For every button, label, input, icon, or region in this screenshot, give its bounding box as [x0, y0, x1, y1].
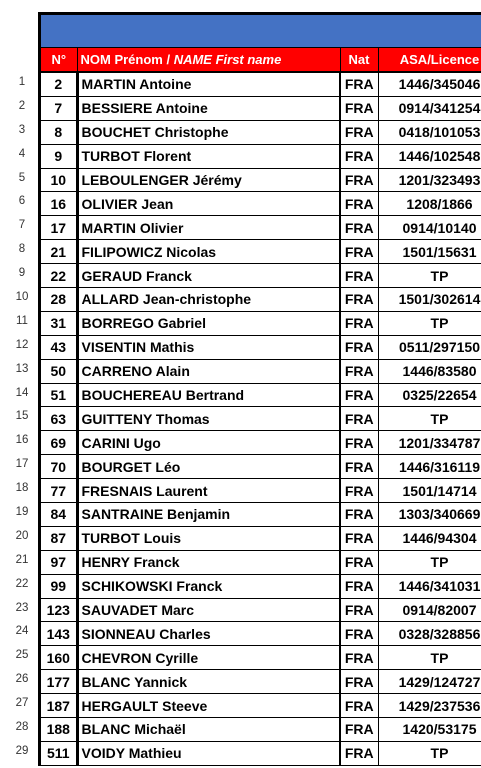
row-index: 16: [15, 434, 29, 447]
row-index: 12: [15, 338, 29, 351]
header-name-en: NAME First name: [173, 52, 282, 67]
table-row: [41, 455, 481, 479]
table-row: [41, 550, 481, 574]
table-row: [41, 264, 481, 288]
driver-name-cell: TURBOT Florent: [77, 144, 340, 168]
row-index: 29: [15, 744, 29, 757]
row-index: 22: [15, 577, 29, 590]
table-row: [41, 72, 481, 96]
licence-cell: 1420/53175: [378, 718, 481, 742]
row-index: 7: [18, 219, 26, 232]
licence-cell: 1446/316119: [378, 455, 481, 479]
entry-number-cell: 7: [41, 96, 77, 120]
entry-list-table: [41, 48, 481, 766]
licence-cell: 0914/10140: [378, 216, 481, 240]
licence-cell: 1303/340669: [378, 503, 481, 527]
row-index: 26: [15, 673, 29, 686]
entry-number-cell: 2: [41, 72, 77, 96]
driver-name-cell: CARINI Ugo: [77, 431, 340, 455]
row-index: 18: [15, 482, 29, 495]
driver-name-cell: GUITTENY Thomas: [77, 407, 340, 431]
licence-cell: 1446/102548: [378, 144, 481, 168]
entry-number-cell: 77: [41, 479, 77, 503]
licence-cell: 1201/323493: [378, 168, 481, 192]
driver-name-cell: HENRY Franck: [77, 550, 340, 574]
table-row: [41, 168, 481, 192]
row-index: 13: [15, 362, 29, 375]
nationality-cell: FRA: [340, 335, 378, 359]
driver-name-cell: SIONNEAU Charles: [77, 622, 340, 646]
licence-cell: 0914/82007: [378, 598, 481, 622]
header-licence: ASA/Licence: [378, 48, 481, 72]
licence-cell: TP: [378, 311, 481, 335]
table-row: [41, 311, 481, 335]
entry-number-cell: 70: [41, 455, 77, 479]
row-index: 11: [16, 314, 28, 327]
driver-name-cell: BOURGET Léo: [77, 455, 340, 479]
licence-cell: 0511/297150: [378, 335, 481, 359]
nationality-cell: FRA: [340, 359, 378, 383]
entry-number-cell: 8: [41, 120, 77, 144]
entry-number-cell: 188: [41, 718, 77, 742]
entry-number-cell: 97: [41, 550, 77, 574]
table-row: [41, 741, 481, 765]
entry-number-cell: 84: [41, 503, 77, 527]
driver-name-cell: BOUCHET Christophe: [77, 120, 340, 144]
row-index: 6: [18, 195, 26, 208]
entry-list-frame: [38, 12, 481, 766]
entry-number-cell: 160: [41, 646, 77, 670]
row-index: 4: [18, 147, 26, 160]
table-row: [41, 192, 481, 216]
driver-name-cell: BOUCHEREAU Bertrand: [77, 383, 340, 407]
row-index: 9: [18, 267, 26, 280]
licence-cell: 1501/302614: [378, 288, 481, 312]
licence-cell: TP: [378, 646, 481, 670]
nationality-cell: FRA: [340, 526, 378, 550]
nationality-cell: FRA: [340, 120, 378, 144]
entry-number-cell: 123: [41, 598, 77, 622]
table-row: [41, 598, 481, 622]
nationality-cell: FRA: [340, 383, 378, 407]
driver-name-cell: BORREGO Gabriel: [77, 311, 340, 335]
table-row: [41, 574, 481, 598]
licence-cell: TP: [378, 264, 481, 288]
driver-name-cell: FILIPOWICZ Nicolas: [77, 240, 340, 264]
entry-number-cell: 187: [41, 694, 77, 718]
row-index: 25: [15, 649, 29, 662]
licence-cell: 1208/1866: [378, 192, 481, 216]
nationality-cell: FRA: [340, 168, 378, 192]
row-index: 14: [15, 386, 29, 399]
nationality-cell: FRA: [340, 598, 378, 622]
header-name: [77, 48, 340, 72]
nationality-cell: FRA: [340, 192, 378, 216]
entry-number-cell: 143: [41, 622, 77, 646]
header-row: [41, 48, 481, 72]
entry-number-cell: 17: [41, 216, 77, 240]
nationality-cell: FRA: [340, 288, 378, 312]
driver-name-cell: SANTRAINE Benjamin: [77, 503, 340, 527]
table-row: [41, 144, 481, 168]
table-row: [41, 622, 481, 646]
row-index: 24: [15, 625, 29, 638]
entry-number-cell: 22: [41, 264, 77, 288]
row-index: 17: [15, 458, 29, 471]
entry-number-cell: 87: [41, 526, 77, 550]
nationality-cell: FRA: [340, 455, 378, 479]
nationality-cell: FRA: [340, 550, 378, 574]
table-row: [41, 359, 481, 383]
entry-number-cell: 43: [41, 335, 77, 359]
driver-name-cell: VOIDY Mathieu: [77, 741, 340, 765]
licence-cell: 1446/94304: [378, 526, 481, 550]
entry-number-cell: 21: [41, 240, 77, 264]
row-index: 19: [15, 506, 29, 519]
licence-cell: 1446/83580: [378, 359, 481, 383]
nationality-cell: FRA: [340, 240, 378, 264]
row-index: 15: [15, 410, 29, 423]
licence-cell: 0914/341254: [378, 96, 481, 120]
nationality-cell: FRA: [340, 646, 378, 670]
driver-name-cell: FRESNAIS Laurent: [77, 479, 340, 503]
title-banner: [41, 15, 481, 48]
table-row: [41, 670, 481, 694]
nationality-cell: FRA: [340, 96, 378, 120]
table-row: [41, 503, 481, 527]
licence-cell: 1501/15631: [378, 240, 481, 264]
entry-number-cell: 50: [41, 359, 77, 383]
licence-cell: 1446/345046: [378, 72, 481, 96]
licence-cell: TP: [378, 550, 481, 574]
licence-cell: 1201/334787: [378, 431, 481, 455]
row-index: 3: [18, 123, 26, 136]
driver-name-cell: TURBOT Louis: [77, 526, 340, 550]
nationality-cell: FRA: [340, 574, 378, 598]
table-row: [41, 240, 481, 264]
row-index: 8: [18, 243, 26, 256]
nationality-cell: FRA: [340, 144, 378, 168]
entry-number-cell: 99: [41, 574, 77, 598]
driver-name-cell: HERGAULT Steeve: [77, 694, 340, 718]
header-nationality: Nat: [340, 48, 378, 72]
nationality-cell: FRA: [340, 479, 378, 503]
row-index: 10: [15, 291, 29, 304]
nationality-cell: FRA: [340, 407, 378, 431]
nationality-cell: FRA: [340, 264, 378, 288]
nationality-cell: FRA: [340, 311, 378, 335]
driver-name-cell: LEBOULENGER Jérémy: [77, 168, 340, 192]
row-index: 21: [15, 553, 29, 566]
licence-cell: 1429/237536: [378, 694, 481, 718]
driver-name-cell: VISENTIN Mathis: [77, 335, 340, 359]
table-row: [41, 288, 481, 312]
table-row: [41, 718, 481, 742]
table-row: [41, 96, 481, 120]
driver-name-cell: MARTIN Olivier: [77, 216, 340, 240]
table-row: [41, 216, 481, 240]
nationality-cell: FRA: [340, 741, 378, 765]
licence-cell: TP: [378, 407, 481, 431]
entry-number-cell: 69: [41, 431, 77, 455]
entry-number-cell: 51: [41, 383, 77, 407]
nationality-cell: FRA: [340, 431, 378, 455]
driver-name-cell: CARRENO Alain: [77, 359, 340, 383]
row-index: 27: [15, 697, 29, 710]
table-row: [41, 383, 481, 407]
driver-name-cell: CHEVRON Cyrille: [77, 646, 340, 670]
driver-name-cell: SCHIKOWSKI Franck: [77, 574, 340, 598]
licence-cell: 1501/14714: [378, 479, 481, 503]
row-index: 28: [15, 721, 29, 734]
nationality-cell: FRA: [340, 718, 378, 742]
licence-cell: 0418/101053: [378, 120, 481, 144]
licence-cell: 0325/22654: [378, 383, 481, 407]
nationality-cell: FRA: [340, 72, 378, 96]
header-number: N°: [41, 48, 77, 72]
driver-name-cell: BLANC Michaël: [77, 718, 340, 742]
nationality-cell: FRA: [340, 694, 378, 718]
driver-name-cell: MARTIN Antoine: [77, 72, 340, 96]
table-row: [41, 335, 481, 359]
table-row: [41, 120, 481, 144]
driver-name-cell: BESSIERE Antoine: [77, 96, 340, 120]
entry-number-cell: 9: [41, 144, 77, 168]
nationality-cell: FRA: [340, 503, 378, 527]
licence-cell: 1429/124727: [378, 670, 481, 694]
entry-number-cell: 511: [41, 741, 77, 765]
entry-number-cell: 31: [41, 311, 77, 335]
nationality-cell: FRA: [340, 622, 378, 646]
table-row: [41, 694, 481, 718]
row-index: 1: [18, 76, 26, 88]
entry-number-cell: 63: [41, 407, 77, 431]
row-index: 20: [15, 529, 29, 542]
table-row: [41, 479, 481, 503]
nationality-cell: FRA: [340, 216, 378, 240]
table-row: [41, 407, 481, 431]
row-index: 5: [18, 171, 26, 184]
driver-name-cell: OLIVIER Jean: [77, 192, 340, 216]
driver-name-cell: BLANC Yannick: [77, 670, 340, 694]
row-index: 2: [18, 99, 26, 112]
row-number-gutter: [0, 71, 38, 764]
licence-cell: 1446/341031: [378, 574, 481, 598]
licence-cell: 0328/328856: [378, 622, 481, 646]
nationality-cell: FRA: [340, 670, 378, 694]
entry-number-cell: 10: [41, 168, 77, 192]
driver-name-cell: SAUVADET Marc: [77, 598, 340, 622]
table-row: [41, 526, 481, 550]
driver-name-cell: GERAUD Franck: [77, 264, 340, 288]
table-body: [41, 72, 481, 765]
table-row: [41, 646, 481, 670]
driver-name-cell: ALLARD Jean-christophe: [77, 288, 340, 312]
entry-number-cell: 28: [41, 288, 77, 312]
licence-cell: TP: [378, 741, 481, 765]
table-row: [41, 431, 481, 455]
row-index: 23: [15, 601, 29, 614]
entry-number-cell: 177: [41, 670, 77, 694]
entry-number-cell: 16: [41, 192, 77, 216]
header-name-fr: NOM Prénom /: [80, 52, 174, 67]
